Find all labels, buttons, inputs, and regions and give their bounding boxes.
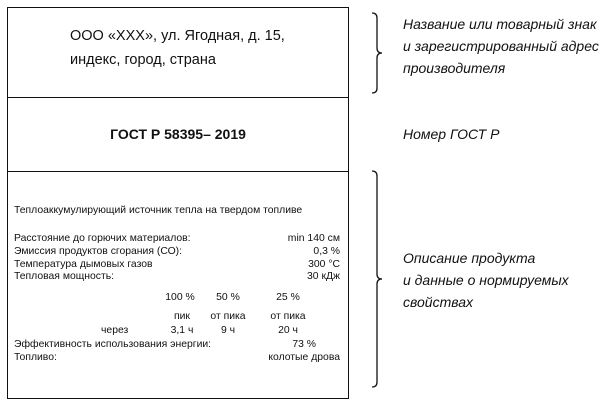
- manufacturer-name-line: ООО «XXX», ул. Ягодная, д. 15,: [70, 28, 285, 44]
- power-stage: от пика: [210, 311, 246, 322]
- property-value: колотые дрова: [268, 352, 340, 363]
- power-percent: 100 %: [165, 292, 195, 303]
- annotation-line: и зарегистрированный адрес: [403, 38, 599, 54]
- annotation-line: Описание продукта: [403, 250, 536, 266]
- property-name: Топливо:: [14, 352, 57, 363]
- duration-label: через: [101, 325, 129, 336]
- duration-value: 3,1 ч: [170, 325, 194, 336]
- property-name: Температура дымовых газов: [14, 259, 153, 270]
- property-name: Эмиссия продуктов сгорания (СО):: [14, 246, 183, 257]
- property-value: 30 кДж: [307, 271, 340, 282]
- power-percent: 50 %: [216, 292, 240, 303]
- power-stage: пик: [174, 311, 190, 322]
- annotation-line: и данные о нормируемых: [403, 272, 569, 288]
- section-divider: [8, 171, 348, 172]
- property-name: Эффективность использования энергии:: [14, 339, 212, 350]
- property-value: 300 °С: [308, 259, 340, 270]
- annotation-line: производителя: [403, 60, 506, 76]
- annotation-line: свойствах: [403, 294, 474, 310]
- annotation-line: Название или товарный знак: [403, 16, 597, 32]
- property-value: 73 %: [292, 339, 316, 350]
- property-name: Тепловая мощность:: [14, 271, 115, 282]
- annotation-manufacturer: [403, 13, 599, 79]
- section-divider: [8, 97, 348, 98]
- standard-number: ГОСТ Р 58395– 2019: [110, 126, 246, 142]
- brace-manufacturer: [370, 12, 386, 94]
- power-percent: 25 %: [276, 292, 300, 303]
- annotation-product-description: [403, 247, 569, 313]
- property-value: min 140 см: [287, 233, 340, 244]
- manufacturer-address-line: индекс, город, страна: [70, 52, 216, 68]
- product-label: [7, 7, 349, 399]
- duration-value: 20 ч: [278, 325, 298, 336]
- property-value: 0,3 %: [313, 246, 340, 257]
- brace-description: [370, 170, 386, 388]
- product-title: Теплоаккумулирующий источник тепла на твердом топливе: [14, 205, 303, 216]
- duration-value: 9 ч: [220, 325, 236, 336]
- power-stage: от пика: [270, 311, 306, 322]
- property-name: Расстояние до горючих материалов:: [14, 233, 191, 244]
- annotation-standard-number: Номер ГОСТ Р: [403, 126, 500, 142]
